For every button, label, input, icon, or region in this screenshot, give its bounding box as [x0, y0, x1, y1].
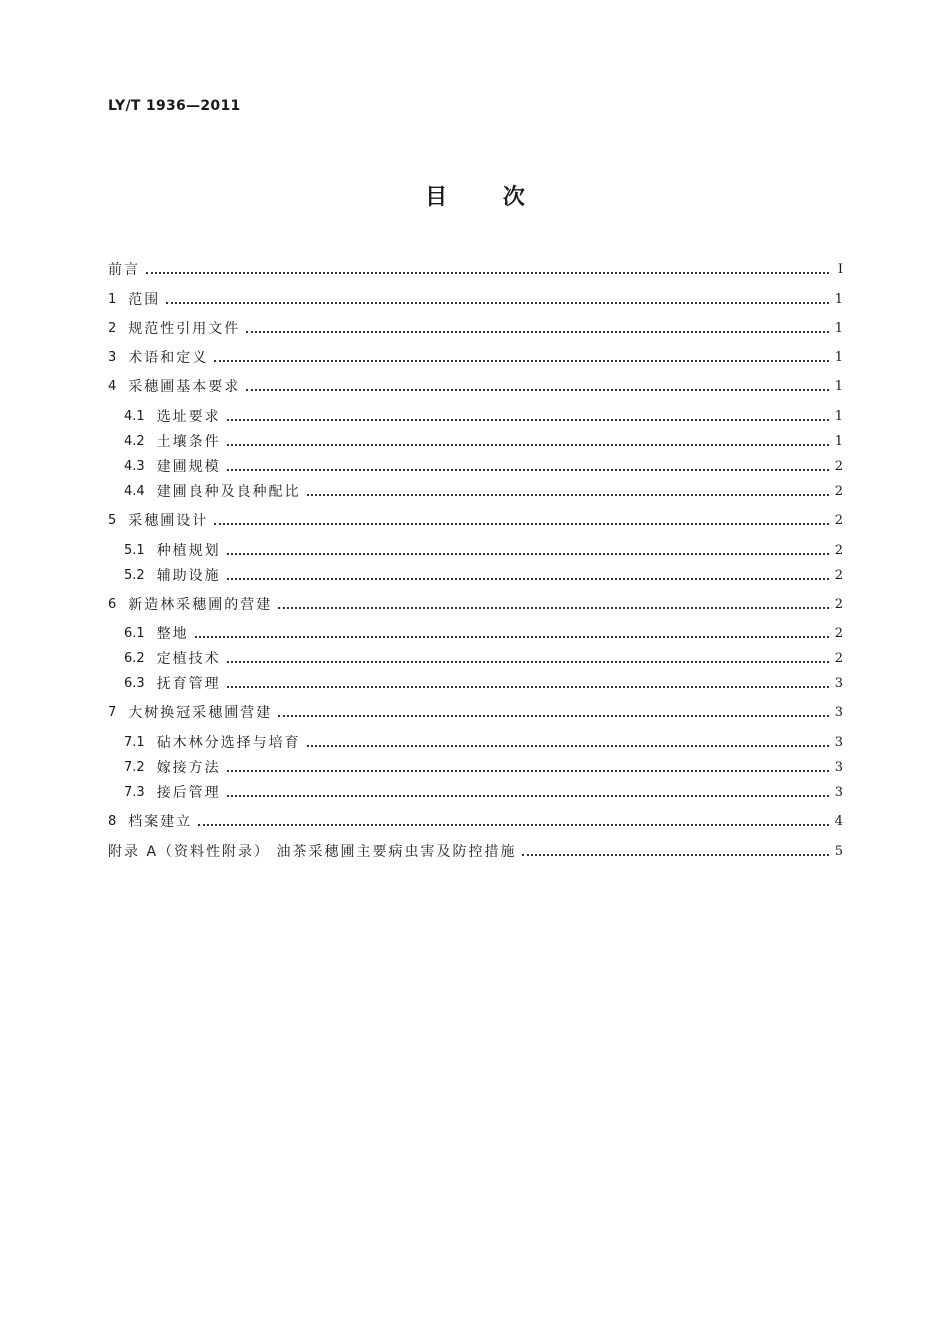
toc-dot-leader [227, 758, 829, 778]
toc-entry-number: 6 [108, 597, 117, 612]
toc-entry[interactable] [124, 783, 843, 803]
toc-dot-leader [214, 348, 828, 368]
toc-entry-page: 1 [834, 350, 843, 365]
toc-entry-number: 6.3 [124, 676, 145, 691]
toc-dot-leader [307, 482, 829, 502]
toc-entry[interactable] [108, 319, 843, 339]
toc-dot-leader [307, 733, 829, 753]
toc-entry-number: 5.2 [124, 568, 145, 583]
toc-dot-leader [227, 432, 829, 452]
toc-entry-page: 3 [834, 735, 843, 750]
toc-entry-number: 4.3 [124, 459, 145, 474]
toc-dot-leader [227, 407, 829, 427]
toc-entry[interactable] [124, 541, 843, 561]
toc-entry-page: 3 [834, 705, 843, 720]
toc-entry-title: 定植技术 [156, 651, 221, 667]
toc-entry[interactable] [108, 812, 843, 832]
toc-entry[interactable] [108, 842, 843, 862]
toc-entry-number: 4 [108, 379, 117, 394]
toc-dot-leader [227, 674, 829, 694]
toc-entry-number: 5.1 [124, 543, 145, 558]
toc-dot-leader [227, 566, 829, 586]
toc-entry-title: 砧木林分选择与培育 [156, 735, 301, 751]
toc-entry-page: 2 [834, 513, 843, 528]
document-code: LY/T 1936—2011 [108, 98, 241, 114]
toc-entry[interactable] [124, 432, 843, 452]
toc-entry-page: 2 [834, 459, 843, 474]
toc-dot-leader [278, 703, 828, 723]
toc-entry[interactable] [108, 377, 843, 397]
toc-entry-number: 7.1 [124, 735, 145, 750]
toc-entry-number: 6.2 [124, 651, 145, 666]
toc-entry-number: 6.1 [124, 626, 145, 641]
toc-entry[interactable] [108, 348, 843, 368]
toc-entry-number: 7.3 [124, 785, 145, 800]
toc-entry-number: 1 [108, 292, 117, 307]
toc-entry-page: 3 [834, 676, 843, 691]
toc-entry-number: 5 [108, 513, 117, 528]
toc-entry-title: 辅助设施 [156, 568, 221, 584]
toc-entry-page: 2 [834, 543, 843, 558]
toc-entry-number: 4.1 [124, 409, 145, 424]
toc-entry-title: 建圃规模 [156, 459, 221, 475]
toc-dot-leader [278, 595, 828, 615]
toc-dot-leader [227, 457, 829, 477]
toc-entry-page: 3 [834, 785, 843, 800]
toc-dot-leader [166, 290, 828, 310]
toc-entry[interactable] [124, 407, 843, 427]
toc-dot-leader [214, 511, 828, 531]
toc-dot-leader [246, 319, 828, 339]
toc-entry-number: 8 [108, 814, 117, 829]
toc-entry-page: 1 [834, 292, 843, 307]
toc-entry-page: 4 [834, 814, 843, 829]
toc-entry-page: 2 [834, 568, 843, 583]
toc-entry-title: 范围 [128, 292, 161, 308]
toc-dot-leader [246, 377, 828, 397]
toc-dot-leader [227, 649, 829, 669]
toc-entry[interactable] [124, 733, 843, 753]
toc-dot-leader [198, 812, 828, 832]
toc-dot-leader [195, 624, 829, 644]
toc-entry-title: 采穗圃设计 [128, 513, 209, 529]
toc-entry[interactable] [124, 457, 843, 477]
toc-entry-page: 1 [834, 321, 843, 336]
toc-dot-leader [227, 783, 829, 803]
toc-entry-number: 7 [108, 705, 117, 720]
toc-entry-title: 采穗圃基本要求 [128, 379, 241, 395]
toc-entry-title: 接后管理 [156, 785, 221, 801]
toc-entry[interactable] [124, 674, 843, 694]
toc-dot-leader [522, 842, 828, 862]
toc-entry-title: 术语和定义 [128, 350, 209, 366]
toc-entry-number: 4.2 [124, 434, 145, 449]
toc-entry-number: 2 [108, 321, 117, 336]
toc-entry-title: 档案建立 [128, 814, 193, 830]
toc-entry-title: 嫁接方法 [156, 760, 221, 776]
toc-entry-page: 1 [834, 434, 843, 449]
toc-entry-page: Ⅰ [837, 262, 843, 277]
toc-entry[interactable] [108, 260, 843, 280]
page-bottom-edge [0, 1330, 950, 1344]
toc-entry-title: 建圃良种及良种配比 [156, 484, 301, 500]
toc-entry-title: 附录 A（资料性附录） 油茶采穗圃主要病虫害及防控措施 [108, 844, 517, 860]
toc-entry-page: 1 [834, 409, 843, 424]
toc-entry-number: 3 [108, 350, 117, 365]
toc-entry-title: 选址要求 [156, 409, 221, 425]
toc-entry-page: 5 [834, 844, 843, 859]
toc-entry[interactable] [124, 482, 843, 502]
toc-entry-title: 前言 [108, 262, 140, 278]
toc-entry-title: 规范性引用文件 [128, 321, 241, 337]
toc-dot-leader [146, 260, 829, 280]
toc-entry-title: 土壤条件 [156, 434, 221, 450]
toc-entry-page: 1 [834, 379, 843, 394]
toc-entry-page: 3 [834, 760, 843, 775]
toc-entry[interactable] [124, 649, 843, 669]
toc-entry[interactable] [124, 624, 843, 644]
toc-entry-title: 大树换冠采穗圃营建 [128, 705, 273, 721]
toc-dot-leader [227, 541, 829, 561]
toc-entry[interactable] [108, 703, 843, 723]
toc-entry-page: 2 [834, 484, 843, 499]
toc-entry-number: 4.4 [124, 484, 145, 499]
toc-entry-title: 种植规划 [156, 543, 221, 559]
toc-entry-title: 新造林采穗圃的营建 [128, 597, 273, 613]
toc-entry-page: 2 [834, 626, 843, 641]
toc-entry-page: 2 [834, 651, 843, 666]
toc-entry[interactable] [108, 595, 843, 615]
toc-title: 目 次 [425, 185, 525, 210]
toc-entry[interactable] [108, 511, 843, 531]
toc-entry[interactable] [108, 290, 843, 310]
toc-entry-number: 7.2 [124, 760, 145, 775]
toc-entry[interactable] [124, 758, 843, 778]
toc-entry-page: 2 [834, 597, 843, 612]
toc-entry-title: 抚育管理 [156, 676, 221, 692]
toc-entry[interactable] [124, 566, 843, 586]
toc-entry-title: 整地 [156, 626, 189, 642]
